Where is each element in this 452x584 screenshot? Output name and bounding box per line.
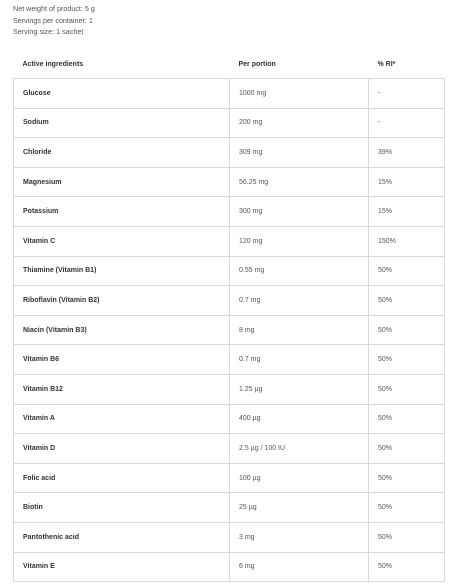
serving-size-text: Serving size: 1 sachet	[13, 27, 84, 36]
per-portion-value: 120 mg	[230, 226, 369, 256]
ingredient-name: Vitamin E	[14, 552, 230, 582]
ri-value: 50%	[369, 404, 445, 434]
ri-value: 50%	[369, 315, 445, 345]
table-row	[14, 256, 445, 286]
table-row	[14, 197, 445, 227]
per-portion-value: 1000 mg	[230, 79, 369, 109]
ri-value: 15%	[369, 167, 445, 197]
header-ingredient: Active ingredients	[22, 60, 84, 68]
table-row	[14, 79, 445, 109]
ri-value: 50%	[369, 522, 445, 552]
ri-value: 15%	[369, 197, 445, 227]
ri-value: 50%	[369, 493, 445, 523]
per-portion-value: 56.25 mg	[230, 167, 369, 197]
ri-value: 50%	[369, 552, 445, 582]
table-row	[14, 167, 445, 197]
ri-value: 150%	[369, 226, 445, 256]
ri-value: 50%	[369, 463, 445, 493]
table-row	[14, 374, 445, 404]
table-header-row	[14, 50, 445, 79]
ri-value: -	[369, 79, 445, 109]
ingredient-name: Folic acid	[14, 463, 230, 493]
table-row	[14, 404, 445, 434]
ingredient-name: Vitamin A	[14, 404, 230, 434]
ri-value: 50%	[369, 434, 445, 464]
table-row	[14, 434, 445, 464]
header-ri: % RI*	[377, 60, 396, 68]
table-row	[14, 138, 445, 168]
per-portion-value: 3 mg	[230, 522, 369, 552]
table-row	[14, 493, 445, 523]
per-portion-value: 400 µg	[230, 404, 369, 434]
net-weight-text: Net weight of product: 5 g	[13, 4, 95, 13]
per-portion-value: 0.7 mg	[230, 345, 369, 375]
ingredient-name: Potassium	[14, 197, 230, 227]
ingredient-name: Chloride	[14, 138, 230, 168]
table-row	[14, 345, 445, 375]
ri-value: 39%	[369, 138, 445, 168]
nutrition-table	[13, 50, 445, 582]
ingredient-name: Thiamine (Vitamin B1)	[14, 256, 230, 286]
per-portion-value: 8 mg	[230, 315, 369, 345]
ri-value: -	[369, 108, 445, 138]
ingredient-name: Riboflavin (Vitamin B2)	[14, 286, 230, 316]
header-per-portion: Per portion	[238, 60, 276, 68]
ri-value: 50%	[369, 286, 445, 316]
per-portion-value: 309 mg	[230, 138, 369, 168]
ingredient-name: Magnesium	[14, 167, 230, 197]
ingredient-name: Pantothenic acid	[14, 522, 230, 552]
servings-text: Servings per container: 1	[13, 15, 93, 25]
ingredient-name: Vitamin B6	[14, 345, 230, 375]
per-portion-value: 6 mg	[230, 552, 369, 582]
table-row	[14, 315, 445, 345]
ri-value: 50%	[369, 345, 445, 375]
ingredient-name: Vitamin D	[14, 434, 230, 464]
table-row	[14, 522, 445, 552]
per-portion-value: 25 µg	[230, 493, 369, 523]
per-portion-value: 0.55 mg	[230, 256, 369, 286]
ingredient-name: Glucose	[14, 79, 230, 109]
table-row	[14, 108, 445, 138]
ri-value: 50%	[369, 256, 445, 286]
per-portion-value: 100 µg	[230, 463, 369, 493]
ingredient-name: Niacin (Vitamin B3)	[14, 315, 230, 345]
ri-value: 50%	[369, 374, 445, 404]
per-portion-value: 300 mg	[230, 197, 369, 227]
per-portion-value: 0.7 mg	[230, 286, 369, 316]
product-info	[13, 3, 95, 38]
ingredient-name: Vitamin C	[14, 226, 230, 256]
ingredient-name: Vitamin B12	[14, 374, 230, 404]
ingredient-name: Biotin	[14, 493, 230, 523]
ingredient-name: Sodium	[14, 108, 230, 138]
per-portion-value: 1.25 µg	[230, 374, 369, 404]
table-row	[14, 463, 445, 493]
table-row	[14, 286, 445, 316]
per-portion-value: 200 mg	[230, 108, 369, 138]
table-row	[14, 552, 445, 582]
per-portion-value: 2.5 µg / 100 IU	[230, 434, 369, 464]
table-row	[14, 226, 445, 256]
